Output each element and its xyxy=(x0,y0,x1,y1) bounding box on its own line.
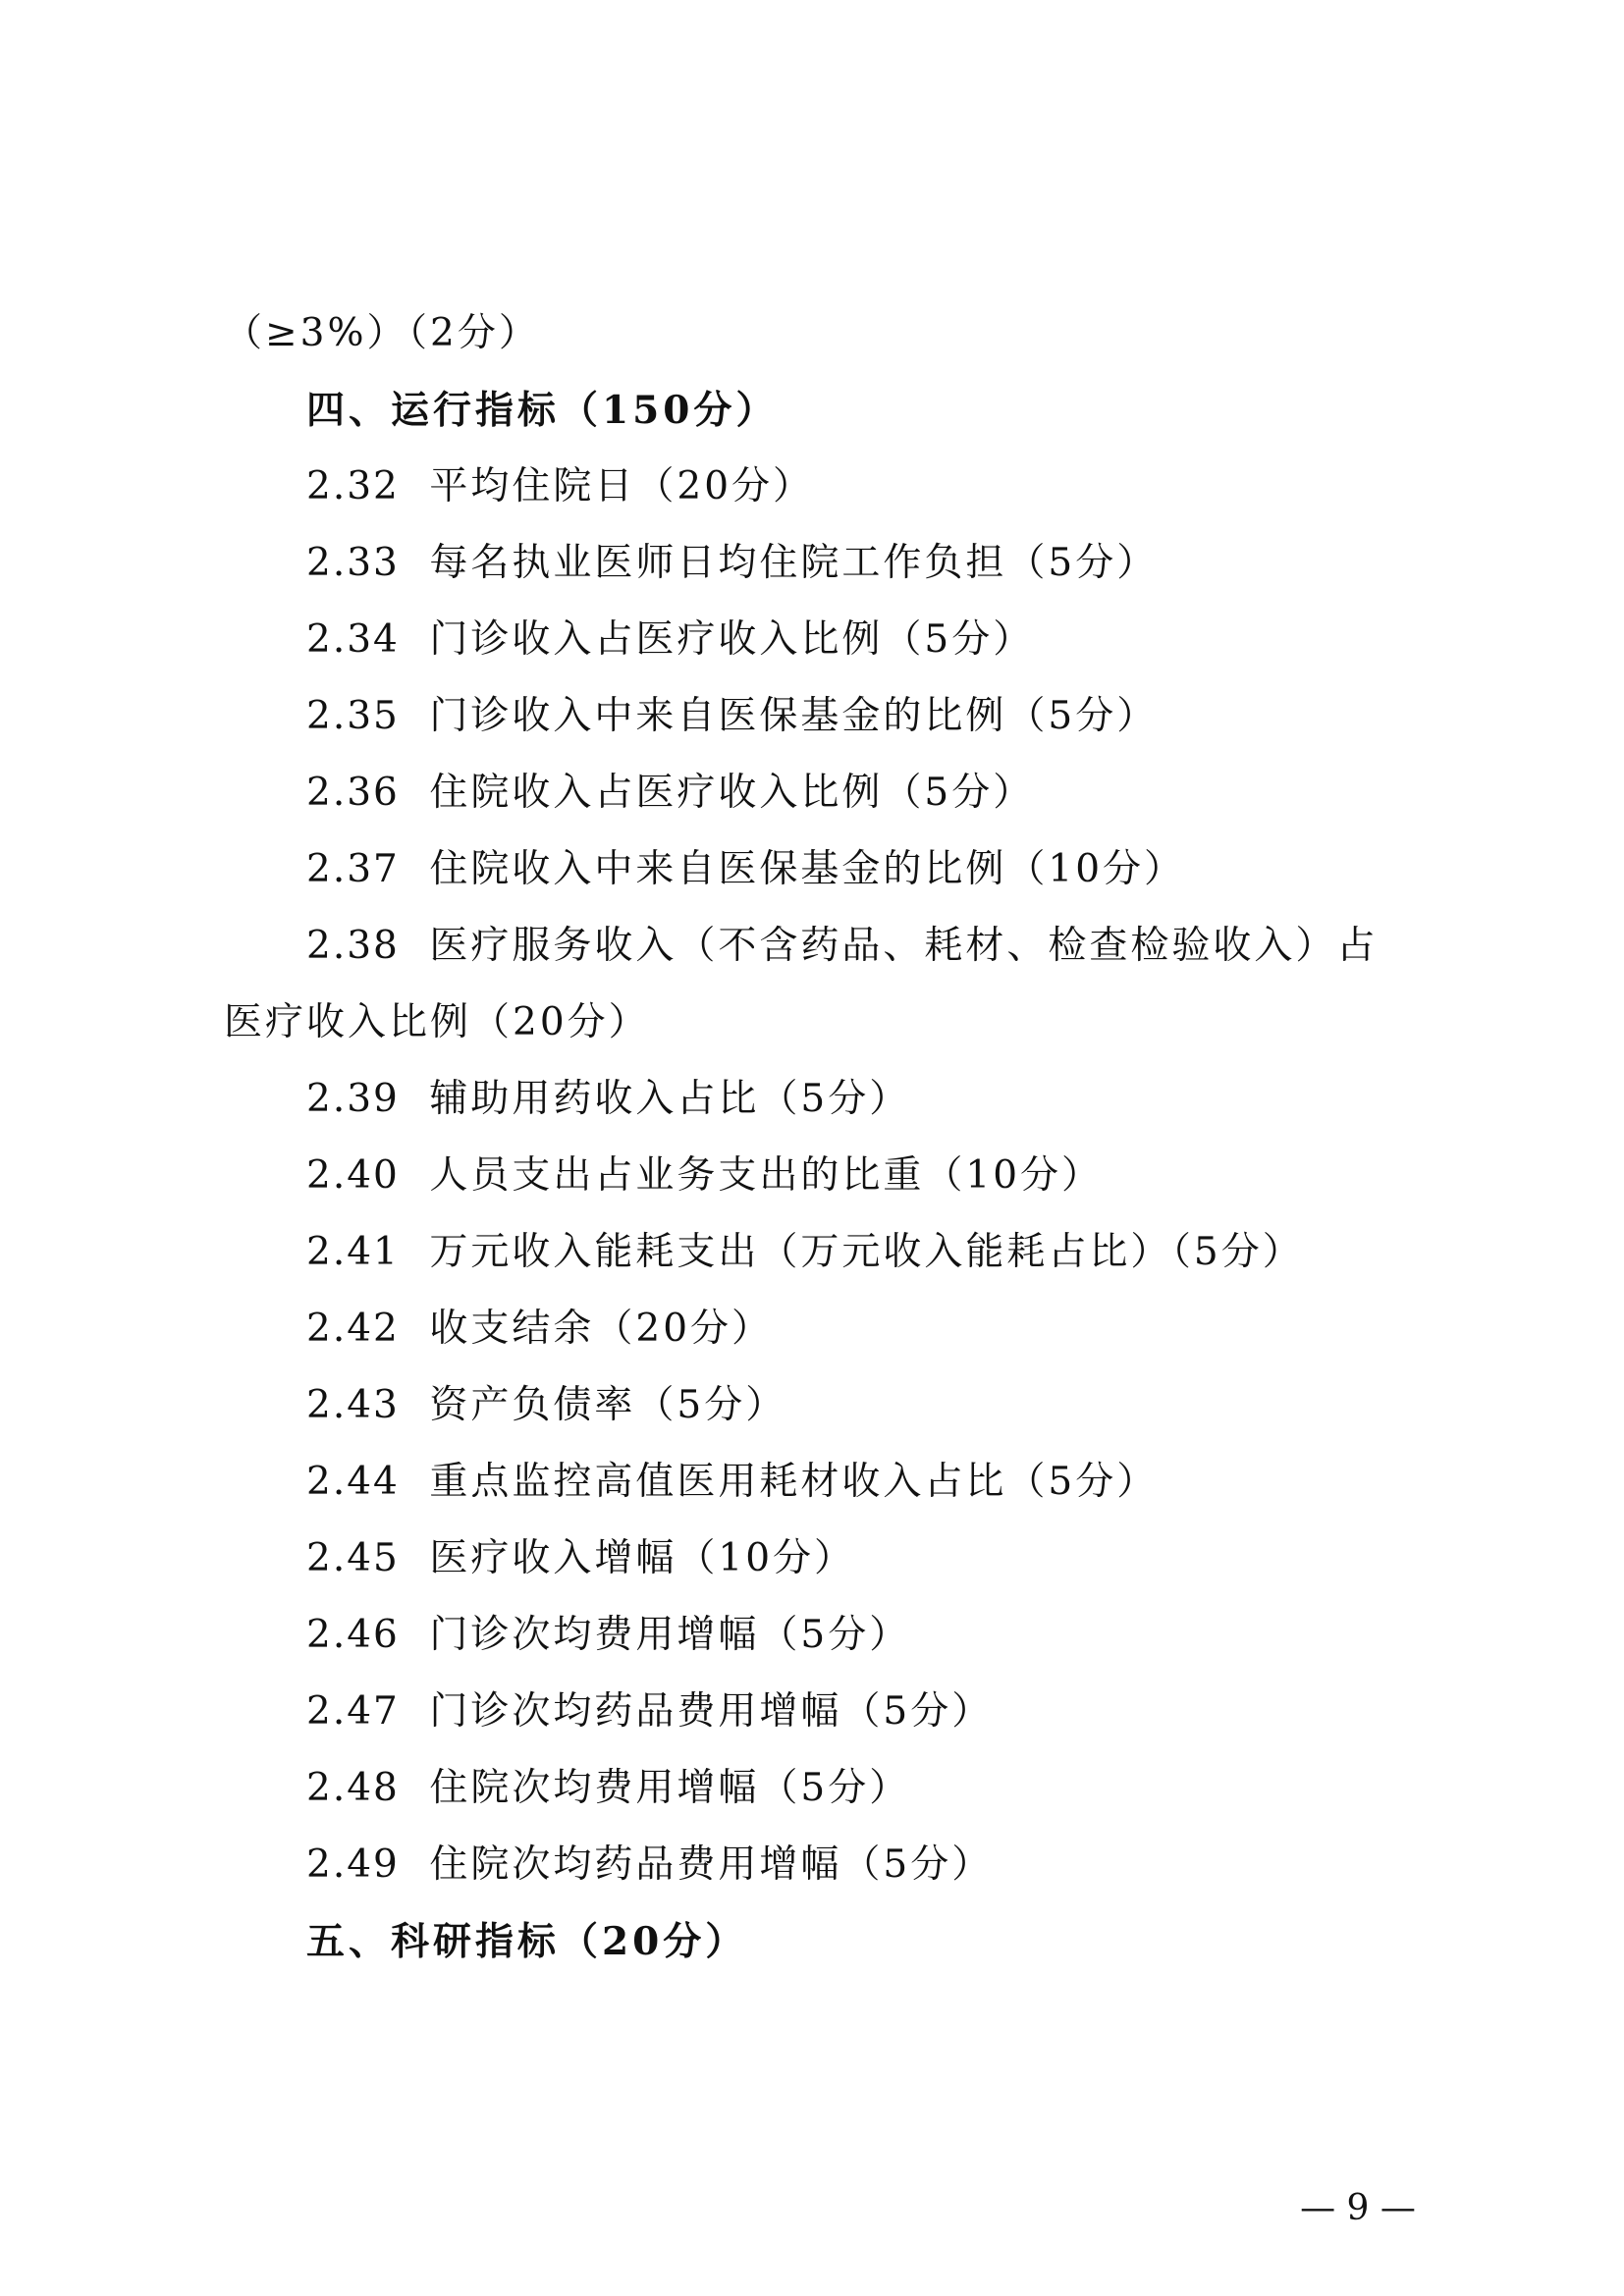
section-heading-operation-indicators xyxy=(224,372,1432,449)
indicator-item-2-41 xyxy=(224,1214,1432,1291)
indicator-text: 资产负债率（5分） xyxy=(429,1383,787,1427)
indicator-item-2-47 xyxy=(224,1674,1432,1750)
indicator-number: 2.46 xyxy=(306,1613,400,1657)
indicator-number: 2.45 xyxy=(306,1536,400,1580)
indicator-item-2-37 xyxy=(224,831,1432,908)
indicator-text: 住院次均药品费用增幅（5分） xyxy=(429,1842,994,1887)
indicator-item-2-40 xyxy=(224,1138,1432,1214)
indicator-number: 2.37 xyxy=(306,847,400,891)
indicator-number: 2.40 xyxy=(306,1153,400,1198)
indicator-item-2-34 xyxy=(224,602,1432,678)
indicator-text: 医疗收入增幅（10分） xyxy=(429,1536,856,1580)
indicator-text: 门诊次均费用增幅（5分） xyxy=(429,1613,911,1657)
indicator-item-2-38-continuation xyxy=(224,985,1432,1061)
indicator-item-2-48 xyxy=(224,1750,1432,1827)
section-heading-text: 四、运行指标（150分） xyxy=(306,388,779,433)
indicator-continuation-text: 医疗收入比例（20分） xyxy=(224,1000,650,1044)
indicator-number: 2.43 xyxy=(306,1383,400,1427)
indicator-text: 每名执业医师日均住院工作负担（5分） xyxy=(429,541,1159,585)
indicator-text: 住院收入占医疗收入比例（5分） xyxy=(429,771,1035,815)
indicator-number: 2.49 xyxy=(306,1842,400,1887)
indicator-item-2-46 xyxy=(224,1597,1432,1674)
indicator-item-2-35 xyxy=(224,678,1432,755)
indicator-number: 2.48 xyxy=(306,1766,400,1810)
indicator-number: 2.42 xyxy=(306,1307,400,1351)
section-heading-research-indicators xyxy=(224,1903,1432,1980)
indicator-number: 2.32 xyxy=(306,464,400,508)
indicator-number: 2.44 xyxy=(306,1460,400,1504)
indicator-text: 门诊收入占医疗收入比例（5分） xyxy=(429,617,1035,662)
indicator-number: 2.41 xyxy=(306,1230,400,1274)
indicator-text: 门诊次均药品费用增幅（5分） xyxy=(429,1689,994,1734)
indicator-item-2-39 xyxy=(224,1061,1432,1138)
continuation-text: （≥3%）（2分） xyxy=(224,311,540,355)
indicator-item-2-33 xyxy=(224,525,1432,602)
indicator-text: 门诊收入中来自医保基金的比例（5分） xyxy=(429,694,1159,738)
page-number: — 9 — xyxy=(1300,2188,1416,2228)
indicator-number: 2.39 xyxy=(306,1077,400,1121)
indicator-item-2-38 xyxy=(224,908,1432,985)
indicator-item-2-32 xyxy=(224,449,1432,525)
indicator-number: 2.36 xyxy=(306,771,400,815)
indicator-text: 医疗服务收入（不含药品、耗材、检查检验收入）占 xyxy=(429,924,1379,968)
indicator-number: 2.47 xyxy=(306,1689,400,1734)
document-content xyxy=(224,295,1432,1980)
indicator-text: 重点监控高值医用耗材收入占比（5分） xyxy=(429,1460,1159,1504)
section-heading-text: 五、科研指标（20分） xyxy=(306,1919,748,1964)
indicator-text: 平均住院日（20分） xyxy=(429,464,815,508)
indicator-text: 辅助用药收入占比（5分） xyxy=(429,1077,911,1121)
indicator-item-2-44 xyxy=(224,1444,1432,1521)
indicator-number: 2.38 xyxy=(306,924,400,968)
indicator-number: 2.33 xyxy=(306,541,400,585)
indicator-text: 住院收入中来自医保基金的比例（10分） xyxy=(429,847,1186,891)
indicator-number: 2.35 xyxy=(306,694,400,738)
indicator-item-2-43 xyxy=(224,1367,1432,1444)
continuation-line xyxy=(224,295,1432,372)
indicator-text: 住院次均费用增幅（5分） xyxy=(429,1766,911,1810)
indicator-text: 收支结余（20分） xyxy=(429,1307,774,1351)
indicator-item-2-45 xyxy=(224,1521,1432,1597)
indicator-item-2-36 xyxy=(224,755,1432,831)
indicator-item-2-42 xyxy=(224,1291,1432,1367)
indicator-item-2-49 xyxy=(224,1827,1432,1903)
indicator-text: 人员支出占业务支出的比重（10分） xyxy=(429,1153,1104,1198)
indicator-text: 万元收入能耗支出（万元收入能耗占比）（5分） xyxy=(429,1230,1304,1274)
indicator-number: 2.34 xyxy=(306,617,400,662)
